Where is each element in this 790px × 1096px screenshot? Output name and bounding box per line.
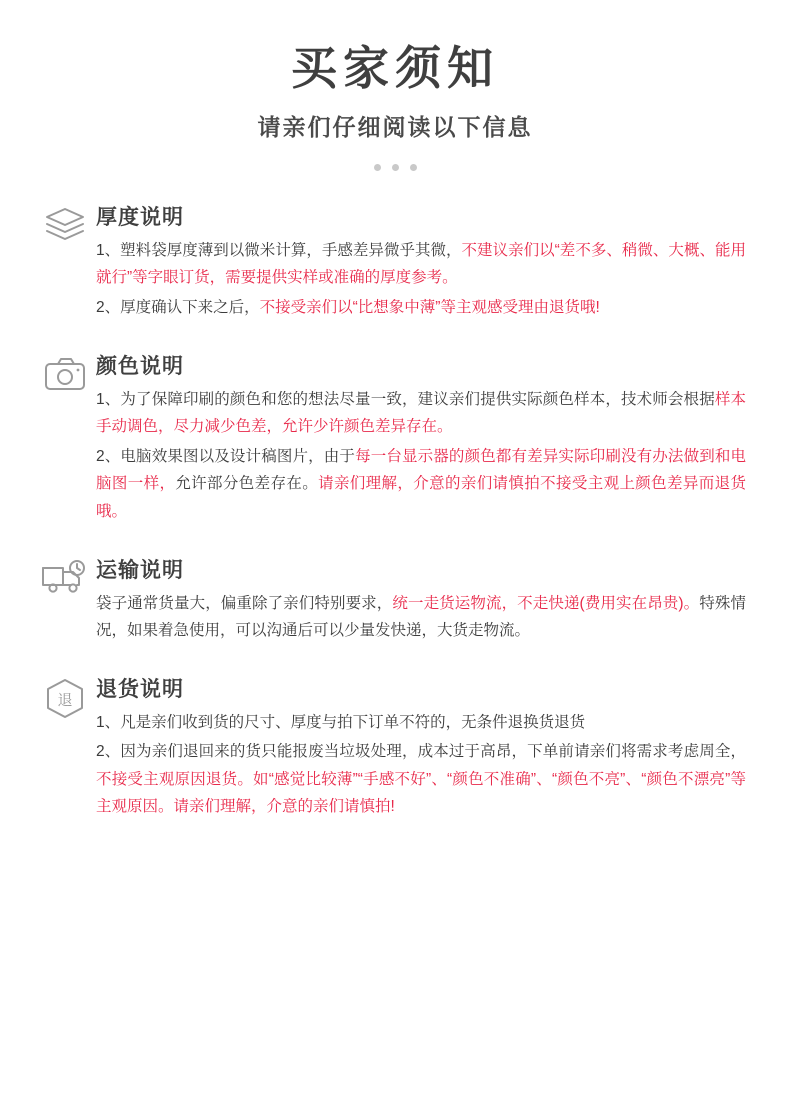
layers-icon — [36, 201, 94, 245]
section-body — [94, 673, 746, 823]
section-body — [94, 554, 746, 647]
text-run: 2、厚度确认下来之后， — [96, 299, 260, 317]
section-color — [36, 350, 746, 528]
section-body — [94, 201, 746, 324]
section-title: 厚度说明 — [96, 205, 184, 229]
page-header — [0, 0, 790, 171]
separator-dot — [374, 164, 381, 171]
text-run-highlight: 不建议亲们以“差不多、稍微、大概、能用就行”等字眼订货，需要提供实样或准确的厚度参考。 — [96, 241, 746, 287]
text-run-highlight: 每一台显示器的颜色都有差异实际印刷没有办法做到和电脑图一样， — [96, 447, 746, 493]
section-title: 运输说明 — [96, 558, 184, 582]
page-subtitle: 请亲们仔细阅读以下信息 — [257, 113, 533, 140]
separator-dot — [392, 164, 399, 171]
section-title: 退货说明 — [96, 677, 184, 701]
paragraph — [96, 590, 746, 645]
paragraph — [96, 294, 746, 322]
text-run: 2、因为亲们退回来的货只能报废当垃圾处理，成本过于高昂，下单前请亲们将需求考虑周全， — [96, 743, 746, 761]
sections-container — [0, 201, 790, 879]
paragraph — [96, 237, 746, 292]
text-run-highlight: 不接受亲们以“比想象中薄”等主观感受理由退货哦! — [259, 299, 600, 317]
section-title: 颜色说明 — [96, 354, 184, 378]
paragraph — [96, 709, 746, 737]
paragraph — [96, 738, 746, 821]
svg-text:退: 退 — [57, 691, 73, 709]
truck-icon — [36, 554, 94, 598]
text-run: 1、为了保障印刷的颜色和您的想法尽量一致，建议亲们提供实际颜色样本，技术师会根据 — [96, 390, 715, 408]
page-title: 买家须知 — [291, 42, 499, 94]
text-run-highlight: 统一走货运物流，不走快递(费用实在昂贵)。 — [392, 594, 700, 612]
section-shipping — [36, 554, 746, 647]
text-run: 1、凡是亲们收到货的尺寸、厚度与拍下订单不符的，无条件退换货退货 — [96, 713, 586, 731]
text-run-highlight: 不接受主观原因退货。如“感觉比较薄”“手感不好”、“颜色不准确”、“颜色不亮”、“颜色不漂亮”等主观原因。请亲们理解，介意的亲们请慎拍! — [96, 770, 746, 816]
text-run-highlight: 样本手动调色，尽力减少色差，允许少许颜色差异存在。 — [96, 390, 746, 436]
text-run: 允许部分色差存在。 — [175, 475, 319, 493]
return-icon — [36, 673, 94, 721]
text-run-highlight: 请亲们理解，介意的亲们请慎拍不接受主观上颜色差异而退货哦。 — [96, 475, 746, 520]
text-run: 特殊情况，如果着急使用，可以沟通后可以少量发快递，大货走物流。 — [96, 594, 746, 640]
paragraph — [96, 386, 746, 441]
text-run: 袋子通常货量大，偏重除了亲们特别要求， — [96, 594, 393, 612]
text-run: 2、电脑效果图以及设计稿图片，由于 — [96, 447, 356, 465]
section-thickness — [36, 201, 746, 324]
paragraph — [96, 443, 746, 526]
dot-separator — [0, 164, 790, 171]
text-run: 1、塑料袋厚度薄到以微米计算，手感差异微乎其微， — [96, 241, 462, 259]
section-body — [94, 350, 746, 528]
section-return — [36, 673, 746, 823]
separator-dot — [410, 164, 417, 171]
camera-icon — [36, 350, 94, 394]
